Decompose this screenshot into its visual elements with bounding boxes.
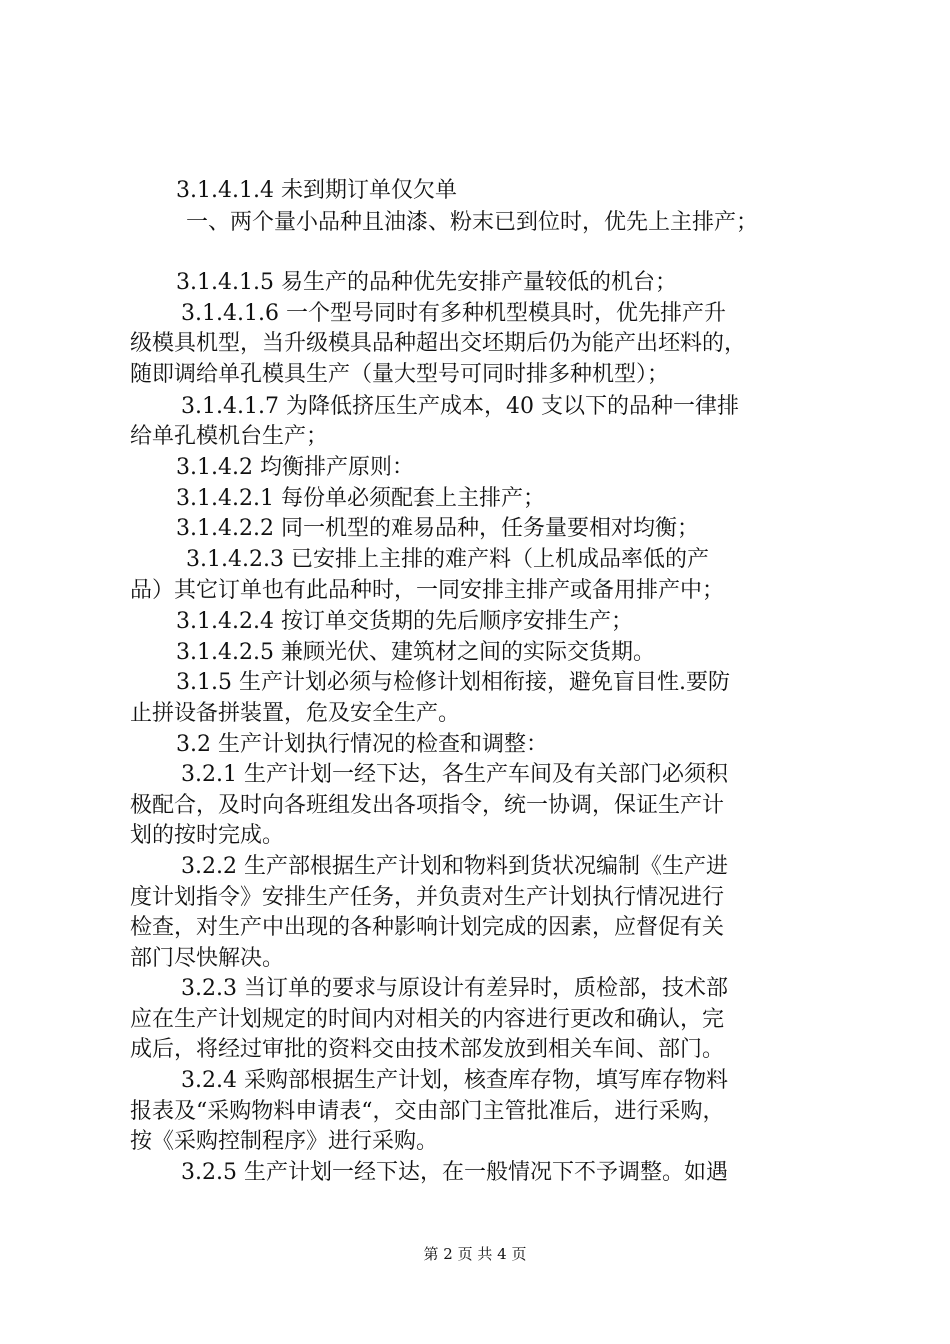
- text-line: 止拼设备拼装置，危及安全生产。: [130, 701, 461, 726]
- text-line: 3.1.4.1.6 一个型号同时有多种机型模具时，优先排产升: [181, 301, 726, 326]
- text-line: 度计划指令》安排生产任务，并负责对生产计划执行情况进行: [130, 885, 725, 910]
- text-line: 3.2.3 当订单的要求与原设计有差异时，质检部，技术部: [181, 976, 728, 1001]
- text-line: 3.1.5 生产计划必须与检修计划相衔接，避免盲目性.要防: [176, 670, 730, 695]
- text-line: 一、两个量小品种且油漆、粉末已到位时，优先上主排产；: [186, 210, 759, 235]
- text-line: 3.1.4.2.2 同一机型的难易品种，任务量要相对均衡；: [176, 516, 699, 541]
- page-footer: 第 2 页 共 4 页: [423, 1245, 527, 1263]
- text-line: 品）其它订单也有此品种时，一同安排主排产或备用排产中；: [130, 578, 725, 603]
- text-line: 3.2.2 生产部根据生产计划和物料到货状况编制《生产进: [181, 854, 728, 879]
- text-line: 3.1.4.2.5 兼顾光伏、建筑材之间的实际交货期。: [176, 640, 655, 665]
- text-line: 部门尽快解决。: [130, 946, 285, 971]
- text-line: 3.2.5 生产计划一经下达，在一般情况下不予调整。如遇: [181, 1160, 728, 1185]
- text-line: 检查，对生产中出现的各种影响计划完成的因素，应督促有关: [130, 915, 725, 940]
- text-line: 3.1.4.2.1 每份单必须配套上主排产；: [176, 486, 545, 511]
- text-line: 给单孔模机台生产；: [130, 424, 329, 449]
- text-line: 3.2 生产计划执行情况的检查和调整：: [176, 732, 548, 757]
- text-line: 3.1.4.1.4 未到期订单仅欠单: [176, 178, 457, 203]
- text-line: 3.2.4 采购部根据生产计划，核查库存物，填写库存物料: [181, 1068, 728, 1093]
- text-line: 极配合，及时向各班组发出各项指令，统一协调，保证生产计: [130, 793, 725, 818]
- text-line: 3.1.4.1.7 为降低挤压生产成本，40 支以下的品种一律排: [181, 394, 739, 419]
- text-line: 划的按时完成。: [130, 823, 285, 848]
- text-line: 3.1.4.2 均衡排产原则：: [176, 455, 414, 480]
- text-line: 3.1.4.2.3 已安排上主排的难产料（上机成品率低的产: [186, 547, 709, 572]
- text-line: 报表及“采购物料申请表“，交由部门主管批准后，进行采购，: [130, 1099, 725, 1124]
- text-line: 成后，将经过审批的资料交由技术部发放到相关车间、部门。: [130, 1037, 725, 1062]
- text-line: 按《采购控制程序》进行采购。: [130, 1129, 439, 1154]
- text-line: 应在生产计划规定的时间内对相关的内容进行更改和确认，完: [130, 1007, 725, 1032]
- text-line: 级模具机型，当升级模具品种超出交坯期后仍为能产出坯料的，: [130, 331, 747, 356]
- text-line: 3.1.4.1.5 易生产的品种优先安排产量较低的机台；: [176, 270, 677, 295]
- text-line: 3.1.4.2.4 按订单交货期的先后顺序安排生产；: [176, 609, 633, 634]
- text-line: 3.2.1 生产计划一经下达，各生产车间及有关部门必须积: [181, 762, 728, 787]
- text-line: 随即调给单孔模具生产（量大型号可同时排多种机型）；: [130, 362, 670, 387]
